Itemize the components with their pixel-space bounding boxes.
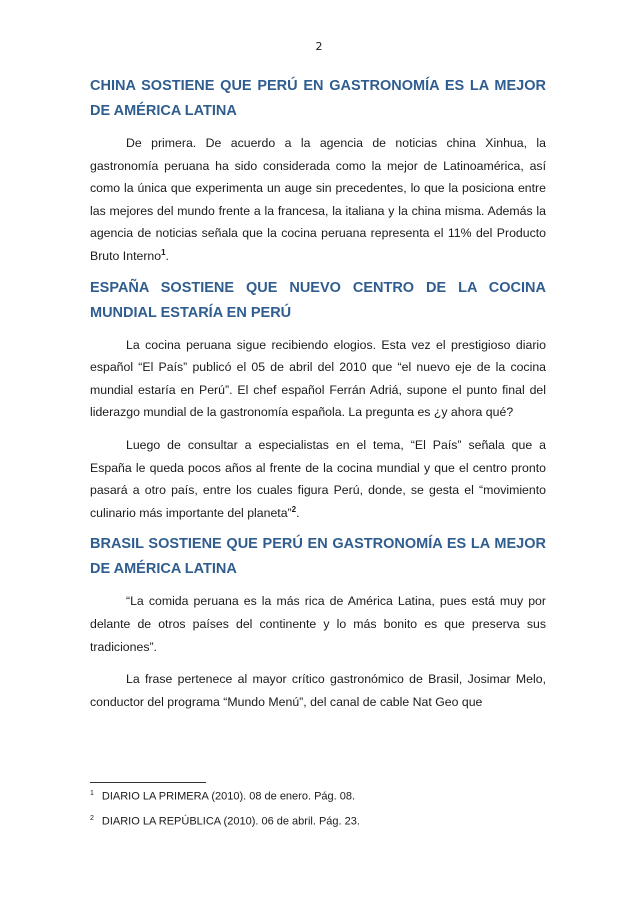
section-heading-brasil: BRASIL SOSTIENE QUE PERÚ EN GASTRONOMÍA ES LA MEJOR DE AMÉRICA LATINA bbox=[90, 536, 546, 578]
footnote-ref-1: 1 bbox=[161, 247, 166, 257]
footnote-text: DIARIO LA PRIMERA (2010). 08 de enero. Pág. 08. bbox=[101, 790, 356, 803]
paragraph-espana-2 bbox=[90, 434, 546, 524]
paragraph-text: La cocina peruana sigue recibiendo elogios. Esta vez el prestigioso diario español “El País” publicó el 05 de abril del 2010 que “el nuevo eje de la cocina mundial estaría en Perú”. El chef español Ferrán Adriá, supone el punto final del liderazgo mundial de la gastronomía española. La pregunta es ¿y ahora qué? bbox=[90, 337, 546, 420]
paragraph-text: “La comida peruana es la más rica de América Latina, pues está muy por delante de otros países del continente y lo más bonito es que preserva sus tradiciones”. bbox=[90, 594, 546, 654]
paragraph-text: La frase pertenece al mayor crítico gastronómico de Brasil, Josimar Melo, conductor del programa “Mundo Menú”, del canal de cable Nat Geo que bbox=[90, 672, 546, 709]
footnote-ref-2: 2 bbox=[291, 504, 297, 514]
footnote-number: 1 bbox=[90, 790, 94, 797]
paragraph-brasil-2 bbox=[90, 668, 546, 713]
paragraph-china-1 bbox=[90, 132, 546, 268]
paragraph-tail: . bbox=[296, 505, 300, 520]
paragraph-text: Luego de consultar a especialistas en el tema, “El País” señala que a España le queda pocos años al frente de la cocina mundial y que el centro pronto pasará a otro país, entre los cuales figura Perú, donde, se gesta el “movimiento culinario más importante del planeta” bbox=[90, 437, 546, 520]
paragraph-espana-1 bbox=[90, 334, 546, 424]
footnote-text: DIARIO LA REPÚBLICA (2010). 06 de abril. Pág. 23. bbox=[101, 815, 360, 828]
footnote-number: 2 bbox=[90, 815, 94, 822]
document-body bbox=[90, 74, 546, 713]
section-heading-espana: ESPAÑA SOSTIENE QUE NUEVO CENTRO DE LA COCINA MUNDIAL ESTARÍA EN PERÚ bbox=[90, 279, 546, 321]
section-heading-china: CHINA SOSTIENE QUE PERÚ EN GASTRONOMÍA ES LA MEJOR DE AMÉRICA LATINA bbox=[90, 78, 546, 119]
footnote-separator bbox=[90, 782, 206, 783]
paragraph-text: De primera. De acuerdo a la agencia de noticias china Xinhua, la gastronomía peruana ha sido considerada como la mejor de Latinoamérica, así como la única que experimenta un auge sin precedentes, lo que la posiciona entre las mejores del mundo frente a la francesa, la italiana y la china misma. Además la agencia de noticias señala que la cocina peruana representa el 11% del Producto Bruto Interno bbox=[90, 136, 546, 263]
paragraph-brasil-1 bbox=[90, 590, 546, 658]
page-number: 2 bbox=[315, 40, 323, 53]
footnote-2 bbox=[90, 815, 360, 828]
paragraph-tail: . bbox=[165, 248, 169, 263]
footnote-1 bbox=[90, 790, 355, 803]
